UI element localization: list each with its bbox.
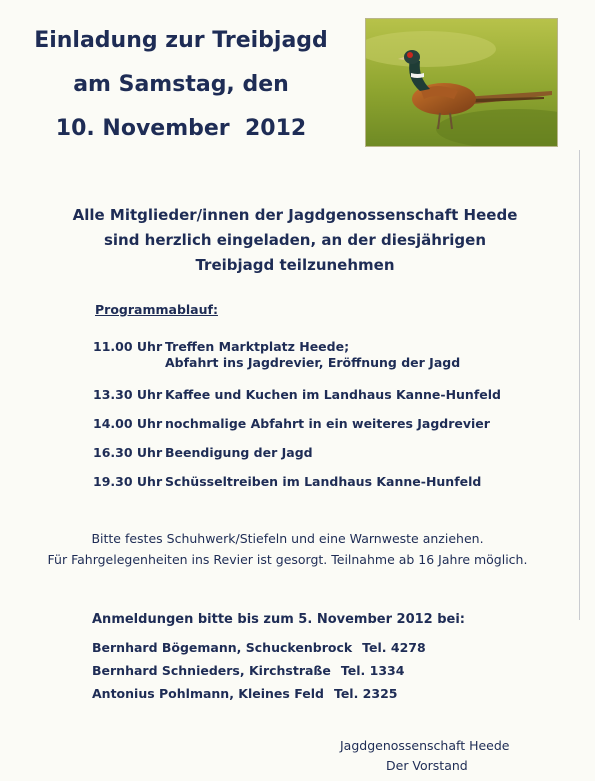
intro-line-2: sind herzlich eingeladen, an der diesjährigen [103,231,487,249]
contact-item [92,640,426,655]
program-text: Beendigung der Jagd [165,445,313,460]
title-line-2: am Samstag, den [73,72,289,97]
intro-line-3: Treibjagd teilzunehmen [195,256,395,274]
contact-name: Bernhard Bögemann, Schuckenbrock [92,640,353,655]
signature-organization: Jagdgenossenschaft Heede [340,738,510,753]
registration-heading: Anmeldungen bitte bis zum 5. November 2012 bei: [92,612,466,627]
program-item [93,474,481,490]
pheasant-photo [365,18,558,147]
page-edge-line [579,150,580,620]
program-text: Schüsseltreiben im Landhaus Kanne-Hunfeld [165,474,482,489]
program-item [93,339,461,370]
contact-item [92,686,397,701]
note-line-1: Bitte festes Schuhwerk/Stiefeln und eine Warnweste anziehen. [91,531,484,546]
contact-item [92,663,404,678]
contact-phone: Tel. 2325 [333,686,398,701]
contact-name: Bernhard Schnieders, Kirchstraße [92,663,331,678]
title-line-1: Einladung zur Treibjagd [34,28,328,53]
note-line-2: Für Fahrgelegenheiten ins Revier ist gesorgt. Teilnahme ab 16 Jahre möglich. [47,552,528,567]
program-time: 14.00 Uhr [93,416,163,431]
contact-name: Antonius Pohlmann, Kleines Feld [92,686,324,701]
intro-line-1: Alle Mitglieder/innen der Jagdgenossenschaft Heede [72,206,518,224]
program-text: nochmalige Abfahrt in ein weiteres Jagdrevier [165,416,490,431]
program-time: 16.30 Uhr [93,445,163,460]
contact-phone: Tel. 1334 [340,663,405,678]
program-time: 19.30 Uhr [93,474,163,489]
title-line-3: 10. November 2012 [55,116,307,141]
program-item [93,416,490,432]
program-heading: Programmablauf: [95,302,218,317]
contact-phone: Tel. 4278 [362,640,426,655]
program-time: 13.30 Uhr [93,387,163,402]
program-text: Kaffee und Kuchen im Landhaus Kanne-Hunfeld [165,387,501,402]
program-text-continuation: Abfahrt ins Jagdrevier, Eröffnung der Jagd [165,355,461,370]
program-item [93,445,313,461]
signature-role: Der Vorstand [386,758,468,773]
program-text: Treffen Marktplatz Heede; [165,339,350,354]
program-time: 11.00 Uhr [93,339,163,354]
program-item [93,387,501,403]
